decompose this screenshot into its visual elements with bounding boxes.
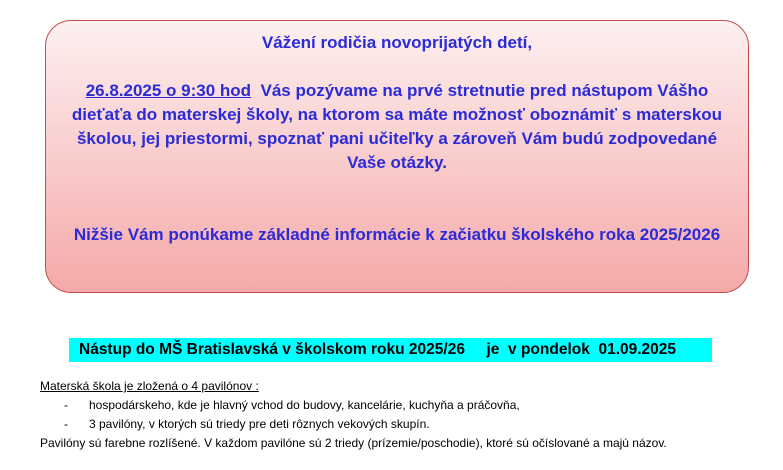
dash-bullet: - [64, 398, 68, 412]
notice-invitation-paragraph [60, 79, 734, 175]
invitation-notice-box [45, 20, 749, 293]
list-item [40, 396, 775, 415]
notice-greeting: Vážení rodičia novoprijatých detí, [261, 33, 533, 52]
pavilions-heading: Materská škola je zložená o 4 pavilónov : [40, 379, 259, 393]
list-item [40, 415, 775, 434]
list-item-text: hospodárskeho, kde je hlavný vchod do budovy, kancelárie, kuchyňa a práčovňa, [89, 398, 520, 412]
school-info-section [40, 377, 775, 453]
invitation-text: Vás pozývame na prvé stretnutie pred nástupom Vášho dieťaťa do materskej školy, na ktorom sa máte možnosť oboznámiť s materskou školou, jej priestormi, spoznať pani učiteľky a zároveň Vám budú zodpovedané Vaše otázky. [71, 81, 723, 172]
pavilions-paragraph: Pavilóny sú farebne rozlíšené. V každom pavilóne sú 2 triedy (prízemie/poschodie), ktoré sú očíslované a majú názov. [40, 436, 667, 450]
meeting-date-time: 26.8.2025 o 9:30 hod [85, 81, 252, 100]
pavilions-list [40, 396, 775, 434]
dash-bullet: - [64, 417, 68, 431]
notice-info-line: Nižšie Vám ponúkame základné informácie k začiatku školského roka 2025/2026 [73, 225, 721, 244]
list-item-text: 3 pavilóny, v ktorých sú triedy pre deti rôznych vekových skupín. [89, 417, 430, 431]
school-start-banner: Nástup do MŠ Bratislavská v školskom roku 2025/26 je v pondelok 01.09.2025 [69, 338, 712, 362]
